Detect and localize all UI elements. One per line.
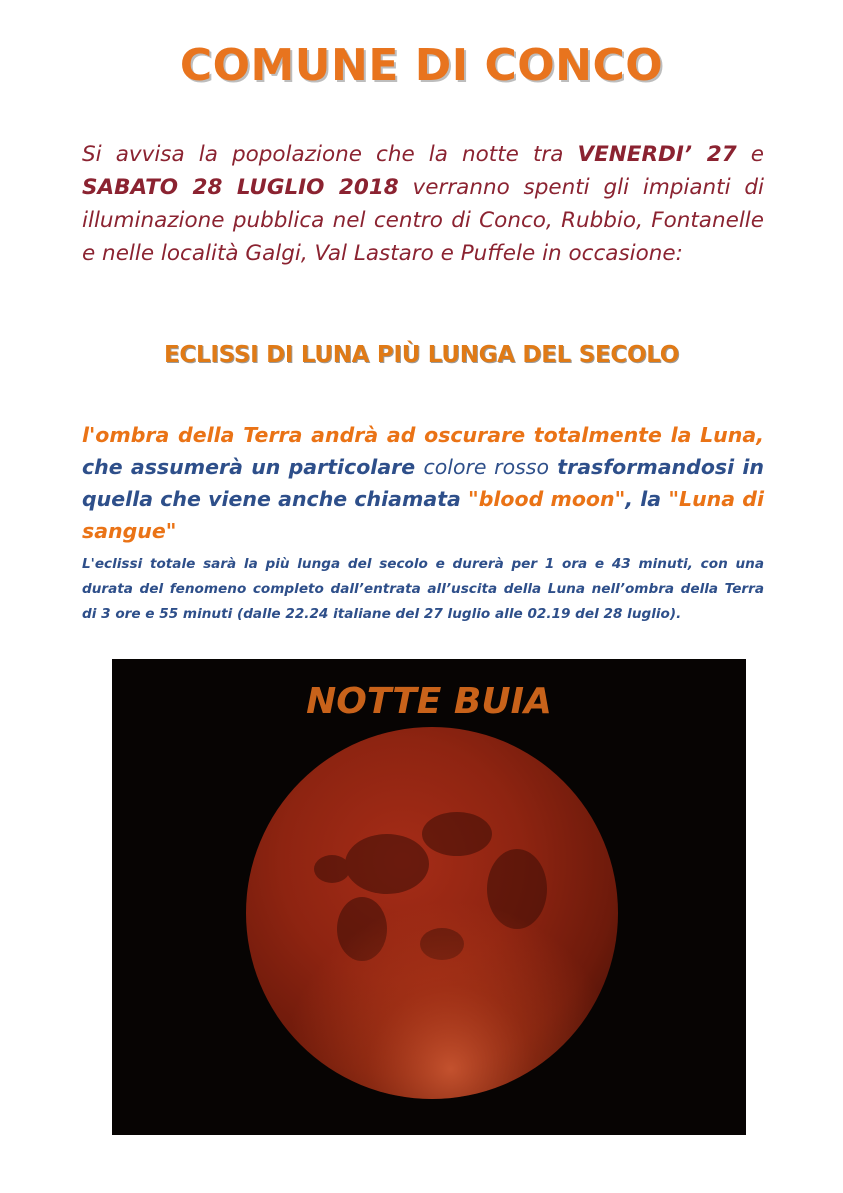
- description-orange-1: l'ombra della Terra andrà ad oscurare totalmente la Luna,: [82, 423, 764, 447]
- intro-date-friday: VENERDI’ 27: [577, 142, 737, 167]
- description-blue-2: trasformandosi in quella che viene anche chiamata: [82, 455, 765, 511]
- page-title: COMUNE DI CONCO: [179, 40, 664, 91]
- intro-date-saturday: SABATO 28 LUGLIO 2018: [82, 175, 399, 200]
- intro-text-3: verranno spenti gli impianti di illuminazione pubblica nel centro di Conco, Rubbio, Fontanelle e nelle località Galgi, Val Lastaro e Puffele in occasione:: [82, 175, 765, 266]
- description-blue-3: , la: [625, 487, 669, 511]
- blood-moon-image: [112, 659, 746, 1135]
- blood-moon-photo: [112, 659, 746, 1135]
- description-blood-moon: "blood moon": [468, 487, 626, 511]
- description-blue-1: che assumerà un particolare: [82, 455, 424, 479]
- intro-text-1: Si avvisa la popolazione che la notte tra: [82, 142, 578, 167]
- photo-title: NOTTE BUIA: [306, 681, 552, 722]
- description-luna-di-sangue: "Luna di sangue": [82, 487, 764, 543]
- description-normal-1: colore rosso: [423, 455, 550, 479]
- description-paragraph: [82, 419, 764, 547]
- details-paragraph: L'eclissi totale sarà la più lunga del secolo e durerà per 1 ora e 43 minuti, con una durata del fenomeno completo dall’entrata all’uscita della Luna nell’ombra della Terra di 3 ore e 55 minuti (dalle 22.24 italiane del 27 luglio alle 02.19 del 28 luglio).: [82, 556, 764, 622]
- event-heading: ECLISSI DI LUNA PIÙ LUNGA DEL SECOLO: [164, 342, 679, 368]
- intro-text-2: e: [736, 142, 765, 167]
- intro-paragraph: [82, 138, 764, 270]
